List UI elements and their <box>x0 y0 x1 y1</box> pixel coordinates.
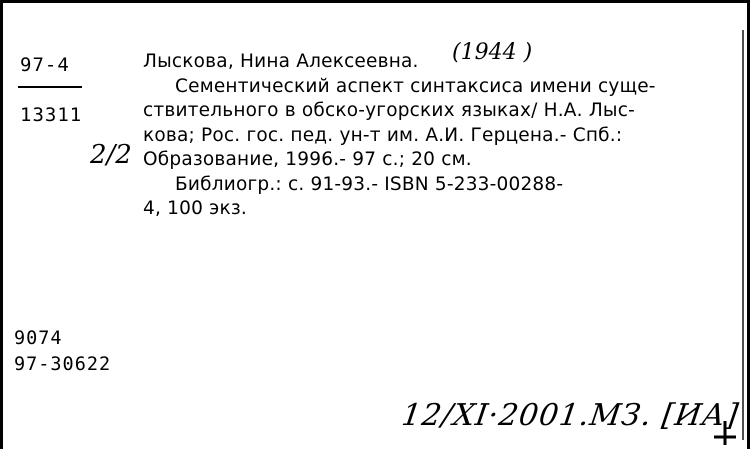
call-number-top: 97-4 <box>20 54 70 76</box>
entry-title-line: ствительного в обско-угорских языках/ Н.А. Лыс- <box>143 100 635 121</box>
entry-title-line: Сементический аспект синтаксиса имени суще- <box>175 75 656 97</box>
handwritten-year: (1944 ) <box>452 40 533 65</box>
registration-number: 97-30622 <box>14 354 112 375</box>
corner-cross-mark <box>714 421 736 445</box>
entry-publisher-line: кова; Рос. гос. пед. ун-т им. А.И. Герцена.- Спб.: <box>143 124 623 146</box>
entry-author: Лыскова, Нина Алексеевна. <box>143 51 419 72</box>
bibliographic-entry <box>143 50 703 222</box>
scan-border-right-inner <box>742 30 744 440</box>
call-number-rule <box>18 86 82 88</box>
scan-border-top <box>0 0 750 3</box>
call-number-second: 13311 <box>20 104 83 126</box>
entry-publication-line: Образование, 1996.- 97 с.; 20 см. <box>143 149 472 170</box>
handwritten-date: 12/XI·2001.МЗ. [ИА] <box>399 398 742 433</box>
inventory-number: 9074 <box>14 328 63 349</box>
entry-bibliography-line: Библиогр.: с. 91-93.- ISBN 5-233-00288- <box>175 173 564 195</box>
scan-border-left <box>0 0 3 449</box>
entry-copies-line: 4, 100 экз. <box>143 198 247 219</box>
handwritten-mark: 2/2 <box>90 140 132 170</box>
